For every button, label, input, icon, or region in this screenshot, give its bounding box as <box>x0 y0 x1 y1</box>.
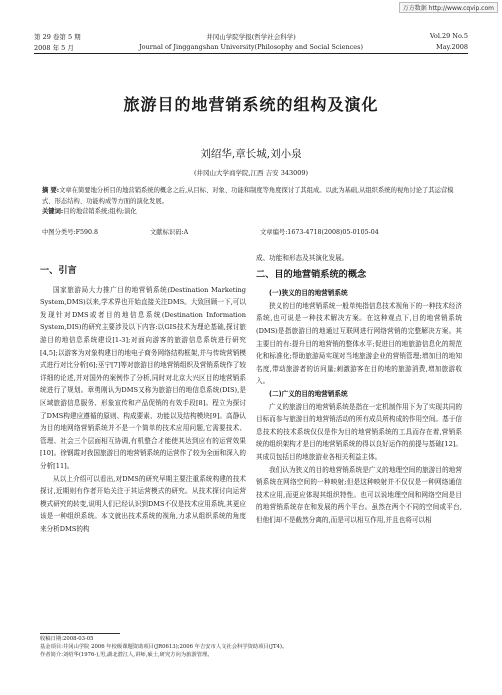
journal-name-cn: 井冈山学院学报(哲学社会科学) <box>206 33 296 41</box>
section-heading-concept: 二、目的地营销系统的概念 <box>256 268 367 280</box>
watermark: 万方数据 http://www.cqvip.com <box>399 2 498 13</box>
document-code: 文献标识码:A <box>150 229 189 236</box>
clc-number: 中图分类号:F590.8 <box>42 229 99 236</box>
authors: 刘绍华,章长城,刘小泉 <box>200 148 302 160</box>
subsection-heading: (一)狭义的目的地营销系统 <box>269 289 348 298</box>
paragraph: 狭义的目的地营销系统一般单纯指信息技术视角下的一种技术经济系统,也可说是一种技术解决方案。在这种观点下,目的地营销系统(DMS)是指旅游目的地通过互联网进行网络营销的完整解决方案。其主要目的有:提升目的地营销的整体水平;促进目的地旅游信息化的规范化和标准化;帮助旅游局实现对当地旅游企业的营销管理;增加目的地知名度,带动旅游者的访问量;刺激游客在目的地的旅游消费,增加旅游收入。 <box>256 301 462 386</box>
footnotes <box>40 635 462 659</box>
abstract-label: 摘 要: <box>42 187 60 194</box>
footnote-received: 收稿日期:2008-03-05 <box>40 636 94 642</box>
paper-title: 旅游目的地营销系统的组构及演化 <box>123 95 379 114</box>
paragraph: 国家旅游局大力推广目的地营销系统(Destination Marketing System,DMS)以来,学术界也开始直接关注DMS。大致回顾一下,可以发现针对DMS或者目的地信息系统(Destination Information System,DIS)的研究主要涉及以下内容:以GIS技术为理论基础,探讨旅游目的地信息系统建设[1-3];对面向游客的旅游信息系统进行研究[4,5];以游客为对象构建目的地电子商务网络结构框架,并与传统营销模式进行对比分析[6];巫宁[7]等对旅游目的地营销组织及营销系统作了较详细的论述,并对国外的案例作了分析,同时对北京大兴区目的地营销系统进行了规划。章勇刚认为DMS又称为旅游目的地信息系统(DIS),是区域旅游信息服务、形象宣传和产品促销的有效手段[8]。程立为探讨了DMS构建应遵循的原则、构成要素、功能以及结构模块[9]。高静认为目的地网络营销系统并不是一个简单的技术应用问题,它需要技术、管理、社会三个层面相互协调,有机整合才能使其达到应有的运营效果[10]。徐钢霞对我国旅游目的地营销系统的运营作了较为全面和深入的分析[11]。 <box>40 285 246 470</box>
footnote-author: 作者简介:刘绍华(1976-),男,湖北潜江人,讲师,硕士,研究方向为旅游管理。 <box>40 652 213 658</box>
footnote-rule <box>40 633 120 634</box>
keywords-text: 目的地营销系统;组构;演化 <box>63 208 137 215</box>
paragraph-continuation: 成、功能和形态及其演化发展。 <box>256 254 349 262</box>
paragraph: 从以上介绍可以看出,对DMS的研究早期主要注重系统构建的技术探讨,近期则有作者开始关注于其运营模式的研究。从技术探讨向运营模式研究的转变,说明人们已经认识到DMS不仅是技术应用系统,其更应该是一种组织系统。本文就出技术系统的视角,力求从组织系统的角度来分析DMS的构 <box>40 474 246 533</box>
keywords-label: 关键词: <box>42 208 64 215</box>
affiliation: (井冈山大学商学院,江西 吉安 343009) <box>193 169 309 177</box>
date-en: May.2008 <box>436 43 468 51</box>
article-number: 文章编号:1673-4718(2008)05-0105-04 <box>260 229 379 236</box>
date-cn: 2008 年 5 月 <box>34 44 74 52</box>
abstract <box>42 186 460 218</box>
journal-header <box>34 30 468 54</box>
abstract-text: 文章在简要地分析目的地营销系统的概念之后,从目标、对象、功能和制度等角度探讨了其组成。以此为基础,从组织系统的视角讨论了其运营模式、形态结构、功能构成等方面的演化发展。 <box>42 187 454 205</box>
section-heading-intro: 一、引言 <box>40 265 77 276</box>
footnote-funding: 基金项目:井冈山学院 2006 年校级课题资助项目(JR0613);2006 年吉安市人文社会科学资助项目(JT4)。 <box>40 644 288 650</box>
volume-cn: 第 29 卷第 5 期 <box>34 33 81 41</box>
volume-en: Vol.29 No.5 <box>429 32 468 40</box>
journal-name-en: Journal of Jinggangshan University(Philosophy and Social Sciences) <box>139 43 363 51</box>
subsection-heading: (二)广义的目的地营销系统 <box>269 389 348 398</box>
header-rule <box>34 53 468 54</box>
paragraph: 我们认为狭义的目的地营销系统是广义的地理空间的旅游目的地营销系统在网络空间的一种映射;但是这种映射并不仅仅是一种网络通信技术应用,而更应体现其组织特性。也可以说地理空间和网络空间是目的地营销系统存在和发展的两个平台。虽然在两个不同的空间或平台,但他们却不是截然分离的,而是可以相互作用,并且也将可以相 <box>256 465 462 524</box>
paragraph: 广义的旅游目的地营销系统是指在一定机制作用下为了实现共同的目标而参与旅游目的地营销活动的所有成员所构成的作用空间。基于信息技术的技术系统仅仅是作为目的地营销系统的工具而存在着,营销系统的组织架构才是目的地营销系统的得以良好运作的前提与基础[12]。其成员包括目的地旅游业各相关利益主体。 <box>256 402 462 461</box>
left-column <box>40 261 246 535</box>
right-column <box>256 252 462 526</box>
